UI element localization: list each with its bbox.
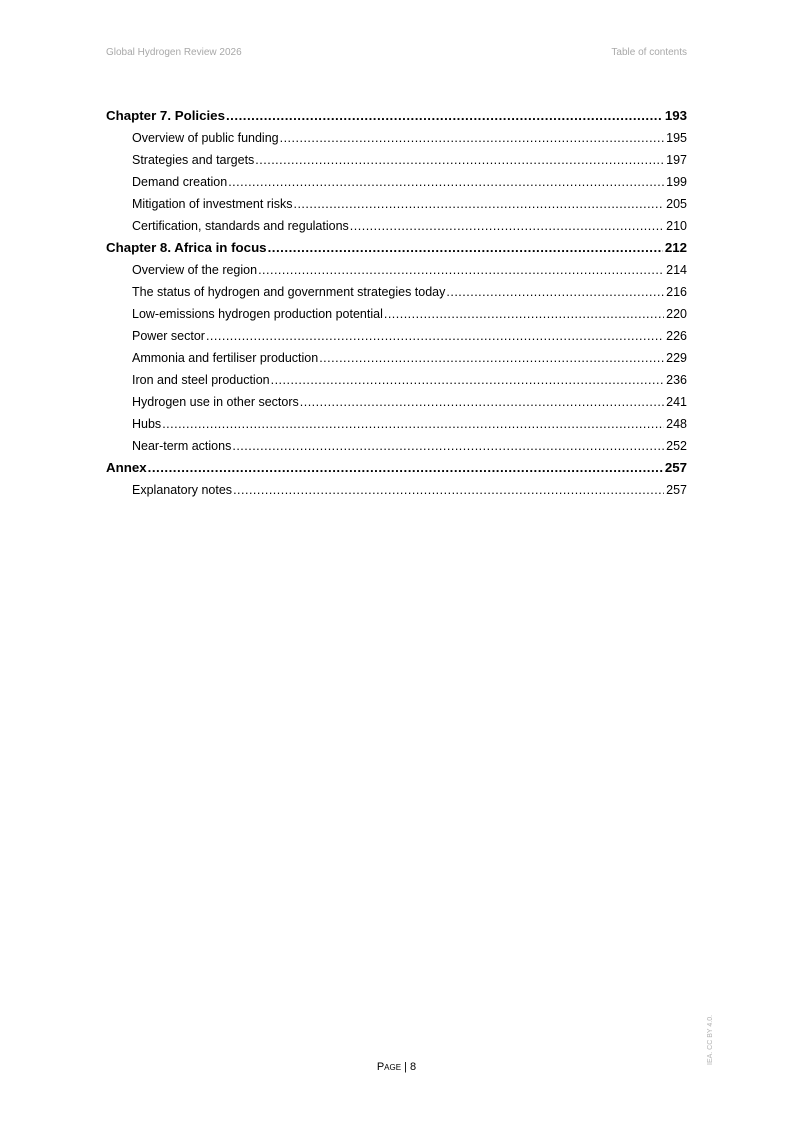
- toc-entry-page-number: 212: [664, 240, 687, 255]
- dot-leader: [280, 127, 665, 149]
- toc-section-entry[interactable]: [106, 171, 687, 193]
- toc-section-entry[interactable]: [106, 391, 687, 413]
- toc-chapter-entry[interactable]: [106, 457, 687, 479]
- dot-leader: [255, 149, 664, 171]
- dot-leader: [206, 325, 664, 347]
- toc-section-entry[interactable]: [106, 325, 687, 347]
- toc-entry-title: Ammonia and fertiliser production: [132, 351, 319, 365]
- toc-entry-title: Near-term actions: [132, 439, 232, 453]
- toc-entry-page-number: 216: [666, 285, 687, 299]
- toc-chapter-entry[interactable]: [106, 105, 687, 127]
- page-separator: |: [401, 1061, 411, 1073]
- toc-entry-page-number: 252: [666, 439, 687, 453]
- toc-entry-page-number: 214: [666, 263, 687, 277]
- toc-section-entry[interactable]: [106, 259, 687, 281]
- toc-entry-title: Low-emissions hydrogen production potential: [132, 307, 383, 321]
- page-number: 8: [410, 1061, 417, 1073]
- toc-entry-page-number: 197: [666, 153, 687, 167]
- dot-leader: [232, 435, 664, 457]
- toc-entry-title: Demand creation: [132, 175, 228, 189]
- toc-entry-title: Mitigation of investment risks: [132, 197, 293, 211]
- report-title: Global Hydrogen Review 2026: [106, 47, 242, 58]
- dot-leader: [228, 171, 664, 193]
- page-footer: [0, 1061, 793, 1073]
- toc-entry-page-number: 241: [666, 395, 687, 409]
- toc-section-entry[interactable]: [106, 149, 687, 171]
- toc-entry-title: Chapter 8. Africa in focus: [106, 240, 267, 255]
- section-title: Table of contents: [611, 47, 687, 58]
- toc-entry-title: Certification, standards and regulations: [132, 219, 349, 233]
- dot-leader: [148, 457, 663, 479]
- dot-leader: [446, 281, 664, 303]
- toc-entry-title: Chapter 7. Policies: [106, 108, 225, 123]
- table-of-contents: [106, 105, 687, 501]
- toc-entry-page-number: 257: [664, 460, 687, 475]
- toc-entry-page-number: 205: [666, 197, 687, 211]
- toc-entry-title: The status of hydrogen and government strategies today: [132, 285, 446, 299]
- toc-entry-title: Hydrogen use in other sectors: [132, 395, 299, 409]
- dot-leader: [271, 369, 665, 391]
- toc-section-entry[interactable]: [106, 215, 687, 237]
- toc-section-entry[interactable]: [106, 347, 687, 369]
- toc-section-entry[interactable]: [106, 479, 687, 501]
- toc-entry-page-number: 193: [664, 108, 687, 123]
- toc-entry-page-number: 226: [666, 329, 687, 343]
- toc-entry-page-number: 229: [666, 351, 687, 365]
- toc-entry-title: Annex: [106, 460, 147, 475]
- toc-entry-title: Overview of the region: [132, 263, 258, 277]
- toc-entry-title: Overview of public funding: [132, 131, 279, 145]
- dot-leader: [300, 391, 664, 413]
- toc-section-entry[interactable]: [106, 193, 687, 215]
- page-label: Page: [376, 1061, 402, 1073]
- toc-entry-title: Hubs: [132, 417, 162, 431]
- toc-entry-page-number: 220: [666, 307, 687, 321]
- toc-section-entry[interactable]: [106, 435, 687, 457]
- toc-entry-title: Strategies and targets: [132, 153, 255, 167]
- toc-entry-page-number: 248: [666, 417, 687, 431]
- dot-leader: [319, 347, 664, 369]
- dot-leader: [233, 479, 664, 501]
- license-note: IEA. CC BY 4.0.: [707, 1014, 714, 1065]
- toc-entry-page-number: 236: [666, 373, 687, 387]
- toc-section-entry[interactable]: [106, 281, 687, 303]
- toc-entry-title: Power sector: [132, 329, 205, 343]
- dot-leader: [162, 413, 664, 435]
- dot-leader: [226, 105, 663, 127]
- toc-entry-page-number: 195: [666, 131, 687, 145]
- dot-leader: [350, 215, 664, 237]
- dot-leader: [293, 193, 664, 215]
- running-header: [106, 47, 687, 61]
- toc-section-entry[interactable]: [106, 369, 687, 391]
- toc-entry-title: Explanatory notes: [132, 483, 233, 497]
- toc-section-entry[interactable]: [106, 303, 687, 325]
- dot-leader: [268, 237, 663, 259]
- toc-entry-page-number: 199: [666, 175, 687, 189]
- toc-entry-page-number: 210: [666, 219, 687, 233]
- dot-leader: [384, 303, 664, 325]
- toc-entry-page-number: 257: [666, 483, 687, 497]
- toc-entry-title: Iron and steel production: [132, 373, 270, 387]
- toc-section-entry[interactable]: [106, 127, 687, 149]
- dot-leader: [258, 259, 664, 281]
- toc-section-entry[interactable]: [106, 413, 687, 435]
- toc-chapter-entry[interactable]: [106, 237, 687, 259]
